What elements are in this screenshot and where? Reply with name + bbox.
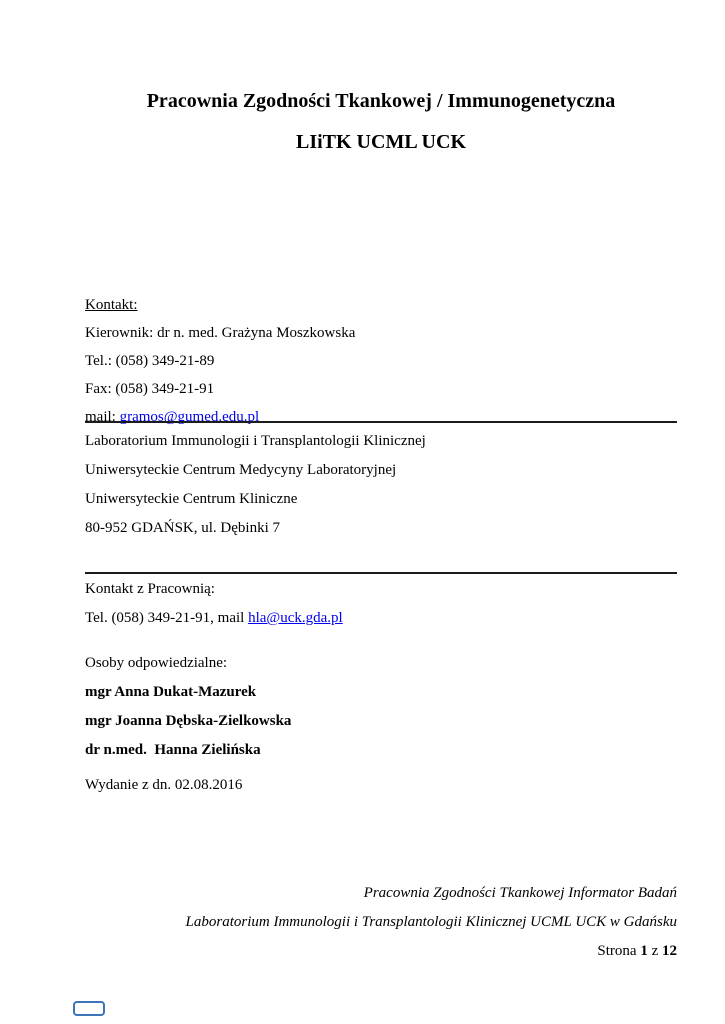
address-line-4: 80-952 GDAŃSK, ul. Dębinki 7 [85,520,280,536]
page-footer [85,879,677,966]
footer-line-2: Laboratorium Immunologii i Transplantologii Klinicznej UCML UCK w Gdańsku [185,914,677,930]
lab-contact-heading: Kontakt z Pracownią: [85,581,215,597]
responsible-heading: Osoby odpowiedzialne: [85,655,228,671]
contact-tel: Tel.: (058) 349-21-89 [85,353,215,369]
footer-page-separator: z [647,943,662,959]
lab-contact-email-link[interactable]: hla@uck.gda.pl [248,610,343,626]
lab-contact-tel-label: Tel. (058) 349-21-91, mail [85,610,249,626]
title-line-1: Pracownia Zgodności Tkankowej / Immunogenetyczna [146,90,616,112]
contact-kierownik: Kierownik: dr n. med. Grażyna Moszkowska [85,325,356,341]
responsible-person: mgr Anna Dukat-Mazurek [85,684,257,700]
horizontal-rule-1 [85,421,677,423]
footer-page-number [85,937,677,966]
bottom-left-marker [73,1001,105,1016]
footer-page-total: 12 [662,943,677,959]
responsible-person: dr n.med. Hanna Zielińska [85,742,261,758]
address-line-3: Uniwersyteckie Centrum Kliniczne [85,491,298,507]
contact-heading: Kontakt: [85,297,138,313]
responsible-person: mgr Joanna Dębska-Zielkowska [85,713,292,729]
address-line-2: Uniwersyteckie Centrum Medycyny Laboratoryjnej [85,462,397,478]
document-title [85,86,677,157]
footer-page-current: 1 [640,943,648,959]
title-line-2: LIiTK UCML UCK [295,131,467,153]
address-line-1: Laboratorium Immunologii i Transplantologii Klinicznej [85,433,426,449]
contact-fax: Fax: (058) 349-21-91 [85,381,215,397]
footer-line-1: Pracownia Zgodności Tkankowej Informator Badań [363,885,677,901]
lab-contact-tel-line [85,604,677,633]
contact-section [85,291,677,431]
lab-contact-section [85,575,677,633]
contact-mail-label: mail: [85,409,120,425]
contact-email-link[interactable]: gramos@gumed.edu.pl [119,409,260,425]
footer-page-label: Strona [597,943,641,959]
edition-date: Wydanie z dn. 02.08.2016 [85,777,243,793]
address-section [85,427,677,543]
horizontal-rule-2 [85,572,677,574]
responsible-section [85,649,677,765]
